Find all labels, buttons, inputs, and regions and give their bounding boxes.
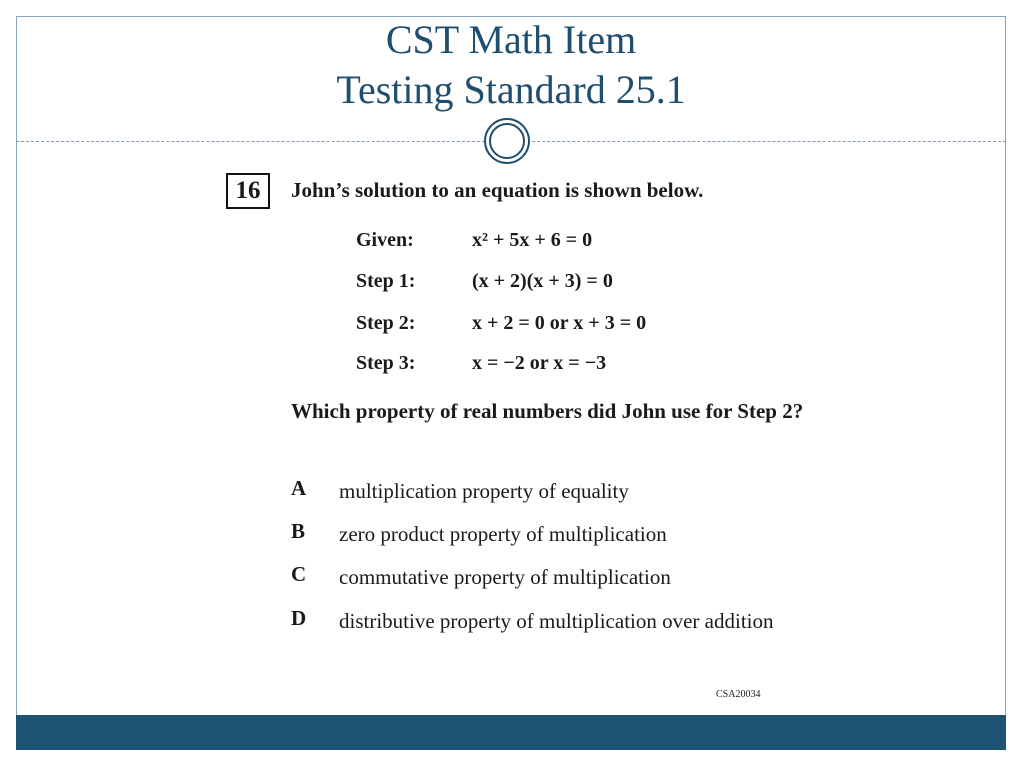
slide-title-line-1: CST Math Item <box>385 17 637 62</box>
slide-title-line-2: Testing Standard 25.1 <box>336 67 686 112</box>
option-letter-d: D <box>291 606 307 630</box>
option-text-a: multiplication property of equality <box>339 479 629 503</box>
step-equation-2: x + 2 = 0 or x + 3 = 0 <box>472 312 647 334</box>
question-stem: John’s solution to an equation is shown below. <box>291 178 704 202</box>
step-label-3: Step 3: <box>356 352 416 374</box>
question-number: 16 <box>226 173 270 209</box>
option-letter-b: B <box>291 519 306 543</box>
step-label-2: Step 2: <box>356 312 416 334</box>
step-equation-3: x = −2 or x = −3 <box>472 352 607 374</box>
option-text-c: commutative property of multiplication <box>339 565 671 589</box>
option-letter-a: A <box>291 476 307 500</box>
option-text-d: distributive property of multiplication over addition <box>339 609 774 633</box>
step-equation-1: (x + 2)(x + 3) = 0 <box>472 270 613 292</box>
option-text-b: zero product property of multiplication <box>339 522 667 546</box>
question-prompt: Which property of real numbers did John use for Step 2? <box>291 399 804 423</box>
step-label-given: Given: <box>356 229 414 251</box>
step-equation-given: x² + 5x + 6 = 0 <box>472 229 593 251</box>
step-label-1: Step 1: <box>356 270 416 292</box>
footer-bar <box>16 715 1006 750</box>
divider-ring-icon <box>484 118 530 164</box>
item-code: CSA20034 <box>716 689 761 700</box>
option-letter-c: C <box>291 562 307 586</box>
